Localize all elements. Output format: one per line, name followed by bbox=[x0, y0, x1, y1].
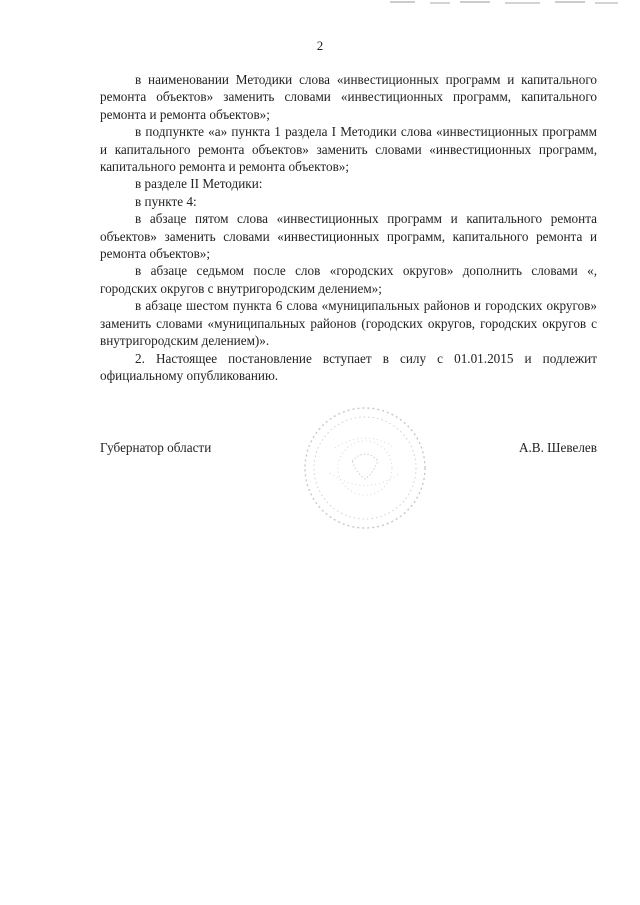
signer-name: А.В. Шевелев bbox=[518, 440, 597, 455]
page-number: 2 bbox=[316, 38, 324, 53]
paragraph-section-2: в разделе II Методики: bbox=[135, 176, 263, 192]
document-body bbox=[100, 71, 597, 384]
official-seal-icon bbox=[300, 403, 430, 533]
paragraph-effective-date: 2. Настоящее постановление вступает в силу с 01.01.2015 и подлежит официальному опубликованию. bbox=[100, 350, 597, 383]
scan-edge-marks bbox=[390, 0, 620, 6]
paragraph-subpoint-a: в подпункте «а» пункта 1 раздела I Методики слова «инвестиционных программ и капитального ремонта объектов» заменить словами «инвестиционных программ, капитального ремонта и ремонта объектов»; bbox=[100, 124, 597, 175]
paragraph-point-6: в абзаце шестом пункта 6 слова «муниципальных районов и городских округов» заменить словами «муниципальных районов (городских округов, городских округов с внутригородским делением)». bbox=[100, 298, 597, 349]
paragraph-point-4: в пункте 4: bbox=[135, 193, 197, 209]
paragraph-seventh-abzac: в абзаце седьмом после слов «городских округов» дополнить словами «, городских округов с внутригородским делением»; bbox=[100, 263, 597, 296]
signer-title: Губернатор области bbox=[100, 440, 212, 455]
paragraph-title-amendment: в наименовании Методики слова «инвестиционных программ и капитального ремонта объектов» заменить словами «инвестиционных программ, капитального ремонта и ремонта объектов»; bbox=[100, 72, 597, 122]
paragraph-fifth-abzac: в абзаце пятом слова «инвестиционных программ и капитального ремонта объектов» заменить словами «инвестиционных программ, капитального ремонта и ремонта объектов»; bbox=[100, 211, 597, 262]
